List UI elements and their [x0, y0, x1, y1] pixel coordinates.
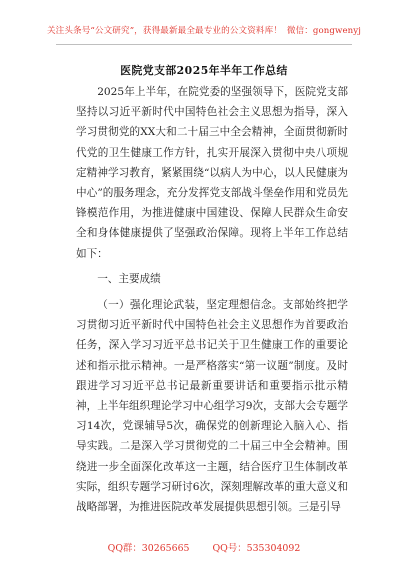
intro-paragraph: 2025年上半年，在院党委的坚强领导下，医院党支部坚持以习近平新时代中国特色社会主义思想为指导，深入学习贯彻党的XX大和二十届三中全会精神，全面贯彻新时代党的卫生健康工作方针，扎实开展深入贯彻中央八项规定精神学习教育，紧紧围绕“以病人为中心，以人民健康为中心”的服务理念，充分发挥党支部战斗堡垒作用和党员先锋模范作用，为推进健康中国建设、保障人民群众生命安全和身体健康提供了坚强政治保障。现将上半年工作总结如下： — [76, 86, 348, 260]
header-banner — [0, 24, 408, 36]
header-notice: 关注头条号“公文研究”，获得最新最全最专业的公文资料库！ — [46, 26, 282, 36]
document-title: 医院党支部2025年半年工作总结 — [120, 64, 288, 77]
section-heading: 一、主要成绩 — [97, 272, 161, 285]
section-paragraph: （一）强化理论武装，坚定理想信念。支部始终把学习贯彻习近平新时代中国特色社会主义思想作为首要政治任务，深入学习习近平总书记关于卫生健康工作的重要论述和指示批示精神。一是严格落实“第一议题”制度。及时跟进学习习近平总书记最新重要讲话和重要指示批示精神，上半年组织理论学习中心组学习9次，支部大会专题学习14次，党课辅导5次，确保党的创新理论入脑入心、指导实践。二是深入学习贯彻党的二十届三中全会精神。围绕进一步全面深化改革这一主题，结合医疗卫生体制改革实际，组织专题学习研讨6次，深刻理解改革的重大意义和战略部署，为推进医院改革发展提供思想引领。三是引导 — [76, 299, 348, 514]
footer-contact — [0, 540, 408, 554]
footer-qq-group: QQ群：30265665 — [107, 543, 190, 554]
footer-qq-number: QQ号：535304092 — [212, 543, 301, 554]
document-body — [76, 82, 348, 517]
header-divider — [56, 44, 352, 45]
header-wechat: 微信：gongwenyj — [286, 26, 362, 36]
